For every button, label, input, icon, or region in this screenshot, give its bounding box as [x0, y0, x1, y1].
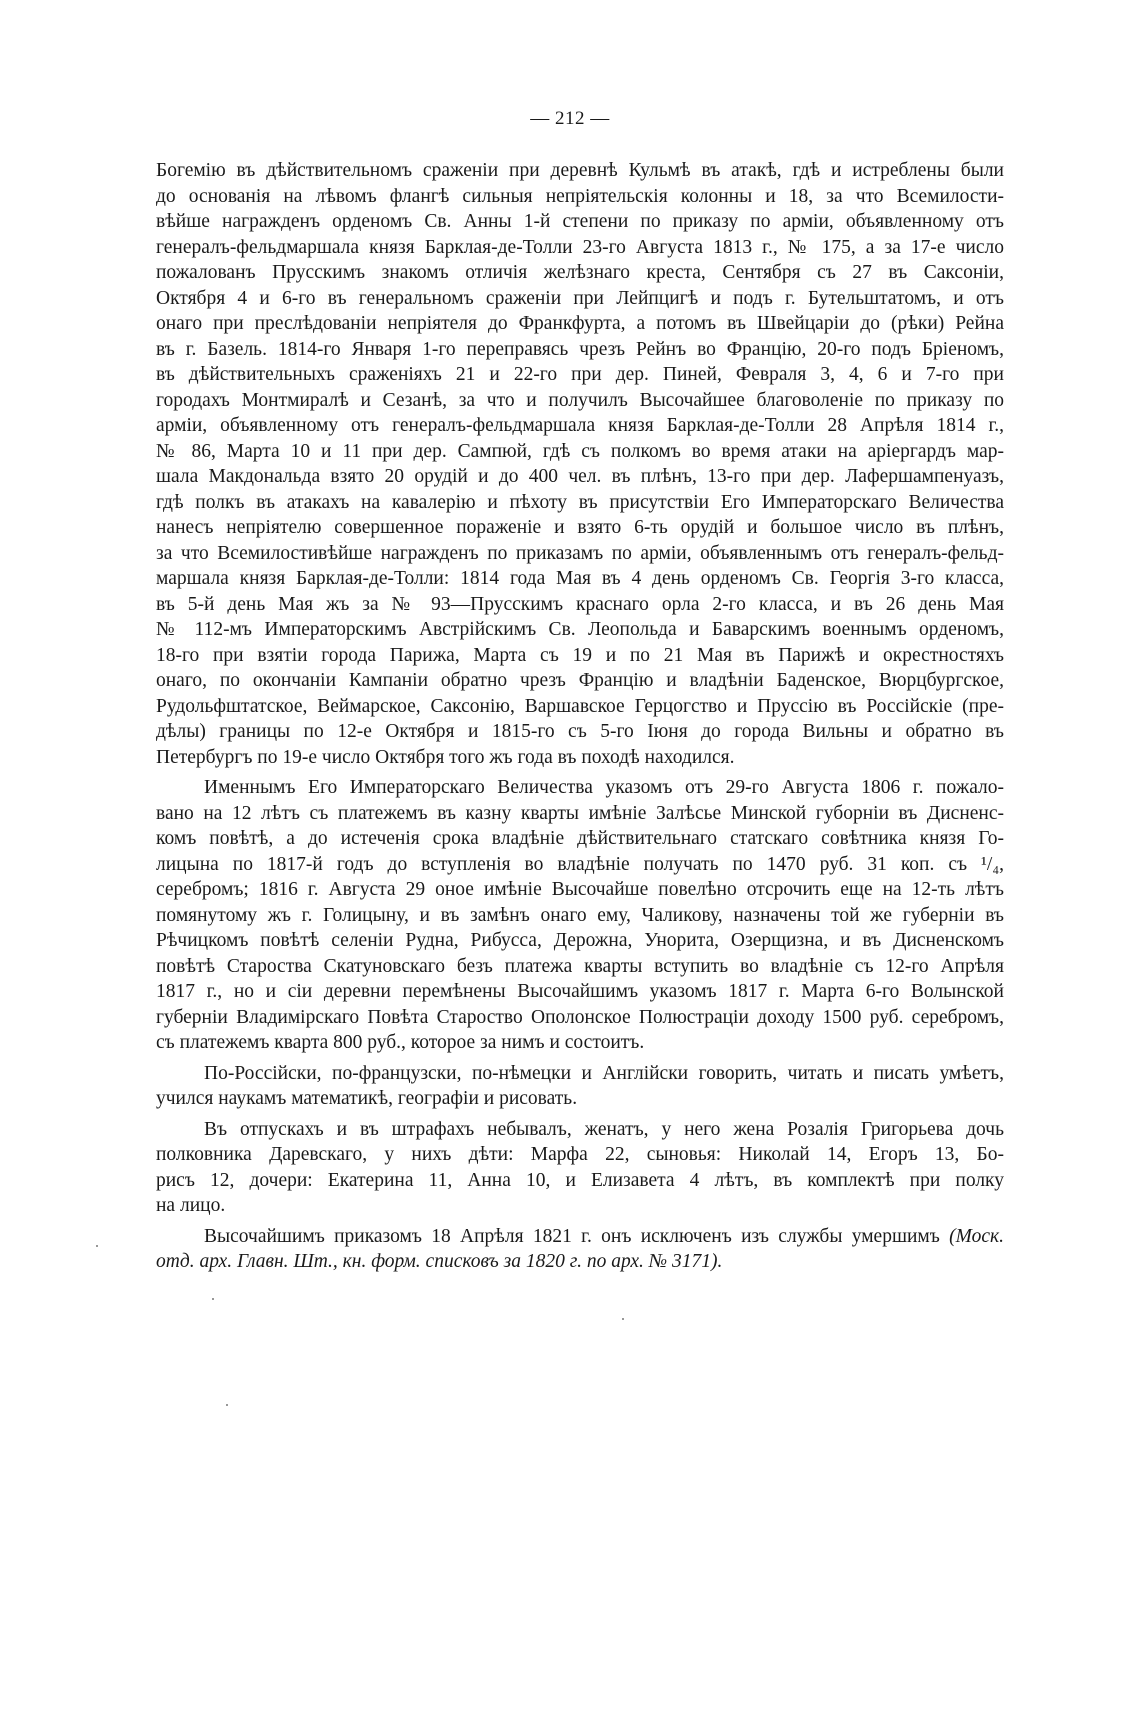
text-line: лицына по 1817-й годъ до вступленія во владѣніе получать по 1470 руб. 31 коп. съ ¹/₄, — [156, 853, 1004, 875]
text-line: По-Россійски, по-французски, по-нѣмецки и Англійски говорить, читать и писать умѣетъ, — [204, 1062, 1004, 1084]
text-line: учился наукамъ математикѣ, географіи и рисовать. — [156, 1088, 578, 1109]
scan-speck — [226, 1404, 228, 1406]
page-number: — 212 — — [530, 108, 610, 129]
paragraph-service-record — [156, 158, 1004, 770]
scan-speck — [622, 1318, 624, 1320]
text-line: генералъ-фельдмаршала князя Барклая-де-Толли 23-го Августа 1813 г., № 175, а за 17-е число — [156, 236, 1004, 258]
text-line: Октября 4 и 6-го въ генеральномъ сраженіи при Лейпцигѣ и подъ г. Бутельштатомъ, и отъ — [156, 287, 1004, 309]
text-line: Петербургъ по 19-е число Октября того жъ года въ походѣ находился. — [156, 746, 735, 768]
text-line: комъ повѣтѣ, а до истеченія срока владѣніе дѣйствительнаго статскаго совѣтника князя Го- — [156, 828, 1004, 849]
text-line: гдѣ полкъ въ атакахъ на кавалерію и пѣхоту въ присутствіи Его Императорскаго Величества — [156, 491, 1004, 513]
text-line: Рѣчицкомъ повѣтѣ селеніи Рудна, Рибусса, Дерожна, Унорита, Озерщизна, и въ Дисненскомъ — [156, 930, 1004, 951]
text-line: повѣтѣ Староства Скатуновскаго безъ платежа кварты вступить во владѣніе съ 12-го Апрѣля — [156, 955, 1004, 977]
archive-citation: отд. арх. Главн. Шт., кн. форм. списковъ за 1820 г. по арх. № 3171). — [156, 1251, 723, 1272]
archive-citation-start: (Моск. — [949, 1225, 1005, 1247]
text-line: пожалованъ Прусскимъ знакомъ отличія желѣзнаго креста, Сентября съ 27 въ Саксоніи, — [156, 262, 1004, 283]
text-line: вано на 12 лѣтъ съ платежемъ въ казну кварты имѣніе Залѣсье Минской губорніи въ Дисненс- — [156, 802, 1004, 824]
text-line: дѣлы) границы по 12-е Октября и 1815-го съ 5-го Іюня до города Вильны и обратно въ — [156, 721, 1004, 742]
text-line: Именнымъ Его Императорскаго Величества указомъ отъ 29-го Августа 1806 г. пожало- — [204, 777, 1004, 798]
text-line: арміи, объявленному отъ генералъ-фельдмаршала князя Барклая-де-Толли 28 Апрѣля 1814 г., — [156, 415, 1004, 436]
text-line: городахъ Монтмиралѣ и Сезанѣ, за что и получилъ Высочайшее благоволеніе по приказу по — [156, 389, 1004, 411]
text-line: помянутому жъ г. Голицыну, и въ замѣнъ онаго ему, Чаликову, назначены той же губерніи въ — [156, 904, 1004, 926]
paragraph-death-order — [156, 1224, 1004, 1275]
text-line: вѣйше награжденъ орденомъ Св. Анны 1-й степени по приказу по арміи, объявленному отъ — [156, 211, 1004, 232]
text-line: № 112-мъ Императорскимъ Австрійскимъ Св. Леопольда и Баварскимъ военнымъ орденомъ, — [156, 619, 1004, 640]
text-line: съ платежемъ кварта 800 руб., которое за нимъ и состоитъ. — [156, 1032, 645, 1053]
text-line: рисъ 12, дочери: Екатерина 11, Анна 10, и Елизавета 4 лѣтъ, въ комплектѣ при полку — [156, 1169, 1004, 1191]
text-line: онаго при преслѣдованіи непріятеля до Франкфурта, а потомъ въ Швейцаріи до (рѣки) Рейна — [156, 313, 1004, 334]
text-line: 1817 г., но и сіи деревни перемѣнены Высочайшимъ указомъ 1817 г. Марта 6-го Волынской — [156, 981, 1004, 1002]
scan-speck — [212, 1298, 214, 1300]
death-order-text: Высочайшимъ приказомъ 18 Апрѣля 1821 г. онъ исключенъ изъ службы умершимъ — [204, 1225, 940, 1247]
body-text — [156, 158, 1004, 1280]
text-line: въ г. Базель. 1814-го Января 1-го переправясь чрезъ Рейнъ во Францію, 20-го подъ Бріеномъ, — [156, 338, 1004, 360]
text-line: нанесъ непріятелю совершенное пораженіе и взято 6-ть орудій и большое число въ плѣнъ, — [156, 517, 1004, 538]
text-line: маршала князя Барклая-де-Толли: 1814 года Мая въ 4 день орденомъ Св. Георгія 3-го класса, — [156, 568, 1004, 589]
text-line: на лицо. — [156, 1195, 226, 1216]
text-line — [156, 1224, 1004, 1250]
text-line: Рудольфштатское, Веймарское, Саксонію, Варшавское Герцогство и Пруссію въ Россійскіе (пре- — [156, 695, 1004, 717]
text-line: серебромъ; 1816 г. Августа 29 оное имѣніе Высочайше повелѣно отсрочить еще на 12-ть лѣтъ — [156, 879, 1004, 900]
text-line: полковника Даревскаго, у нихъ дѣти: Марфа 22, сыновья: Николай 14, Егоръ 13, Бо- — [156, 1144, 1004, 1165]
paragraph-estate-grant — [156, 775, 1004, 1056]
text-line: шала Макдональда взято 20 орудій и до 400 чел. въ плѣнъ, 13-го при дер. Лафершампенуазъ, — [156, 466, 1004, 487]
text-line: онаго, по окончаніи Кампаніи обратно чрезъ Францію и владѣніи Баденское, Вюрцбургское, — [156, 670, 1004, 691]
text-line: въ дѣйствительныхъ сраженіяхъ 21 и 22-го при дер. Пиней, Февраля 3, 4, 6 и 7-го при — [156, 364, 1004, 385]
scan-speck — [96, 1245, 98, 1247]
paragraph-languages — [156, 1061, 1004, 1112]
text-line: въ 5-й день Мая жъ за № 93—Прусскимъ краснаго орла 2-го класса, и въ 26 день Мая — [156, 593, 1004, 615]
text-line: № 86, Марта 10 и 11 при дер. Сампюй, гдѣ съ полкомъ во время атаки на аріергардъ мар- — [156, 440, 1004, 462]
text-line: 18-го при взятіи города Парижа, Марта съ 19 и по 21 Мая въ Парижѣ и окрестностяхъ — [156, 644, 1004, 666]
text-line: до основанія на лѣвомъ флангѣ сильныя непріятельскія колонны и 18, за что Всемилости- — [156, 185, 1004, 207]
text-line: губерніи Владимірскаго Повѣта Староство Ополонское Полюстраціи доходу 1500 руб. серебромъ, — [156, 1006, 1004, 1028]
paragraph-family — [156, 1117, 1004, 1219]
text-line: Въ отпускахъ и въ штрафахъ небывалъ, женатъ, у него жена Розалія Григорьева дочь — [204, 1118, 1004, 1140]
text-line: Богемію въ дѣйствительномъ сраженіи при деревнѣ Кульмѣ въ атакѣ, гдѣ и истреблены были — [156, 160, 1004, 181]
text-line: за что Всемилостивѣйше награжденъ по приказамъ по арміи, объявленнымъ отъ генералъ-фельд- — [156, 542, 1004, 564]
